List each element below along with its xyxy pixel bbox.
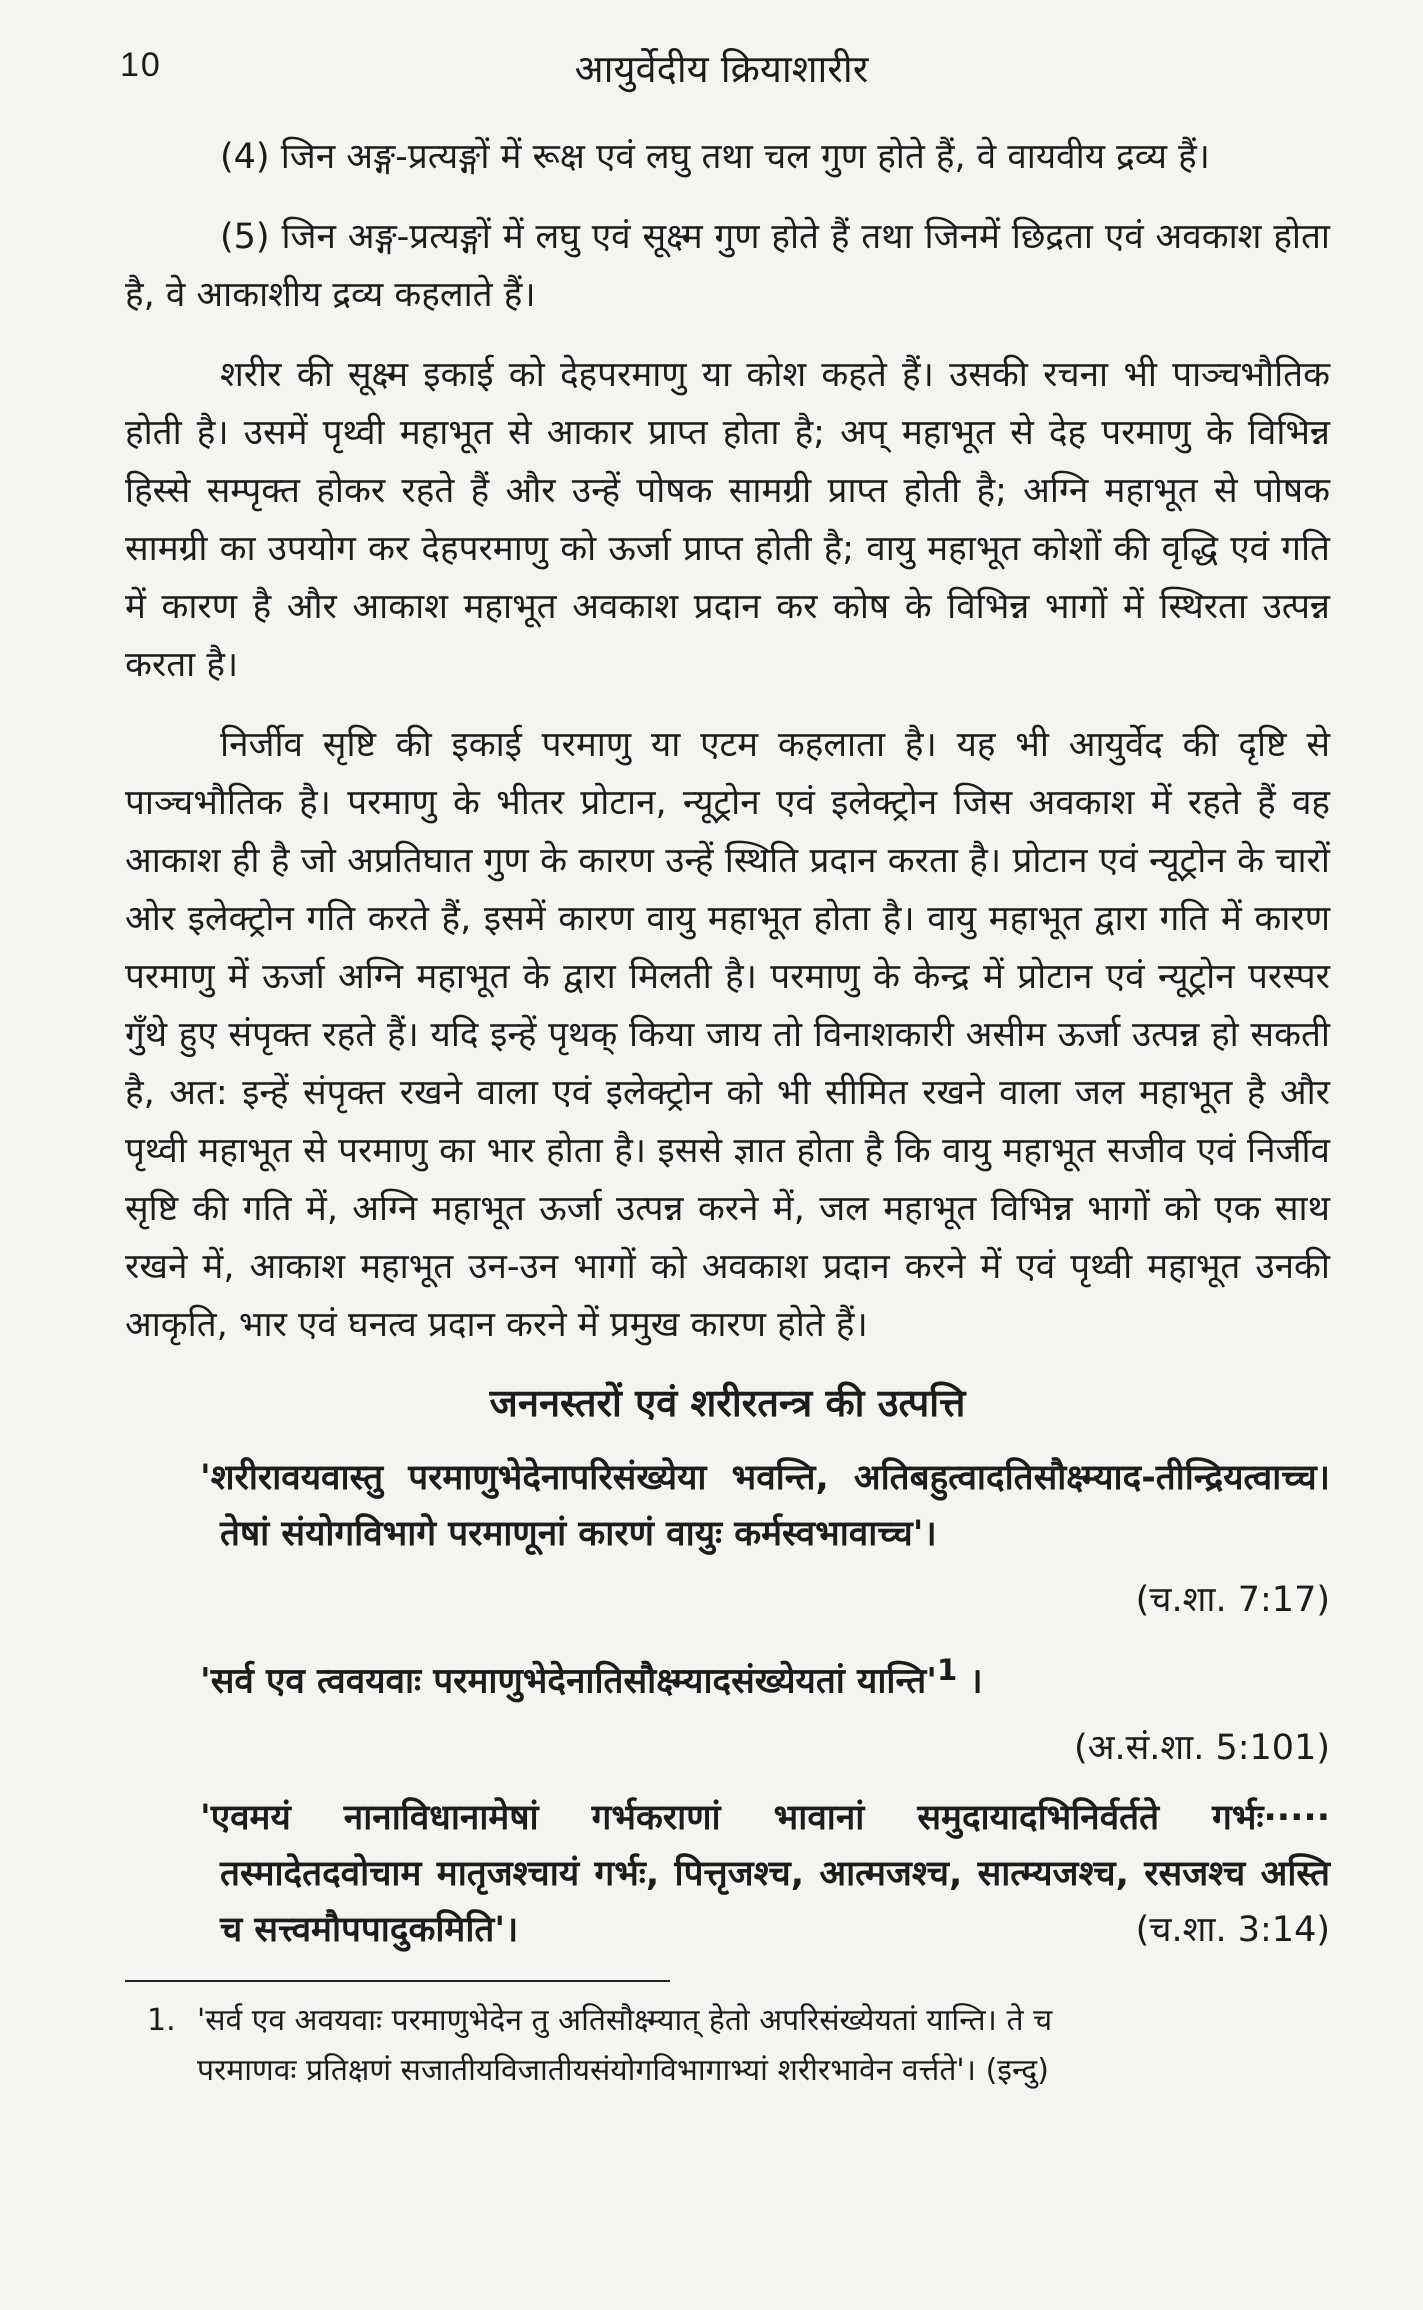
quote-charaka-7-17: 'शरीरावयवास्तु परमाणुभेदेनापरिसंख्येया भवन्ति, अतिबहुत्वादतिसौक्ष्म्याद-तीन्द्रियत्वाच्च। तेषां संयोगविभागे परमाणूनां कारणं वायुः कर्मस्वभावाच्च'। [200, 1458, 1330, 1554]
quote-text: 'एवमयं नानाविधानामेषां गर्भकराणां भावानां समुदायादभिनिर्वर्तते गर्भः····· तस्मादेतदवोचाम मातृजश्चायं गर्भः, पित्तृजश्च, आत्मजश्च, सात्म्यजश्च, रसजश्च अस्ति च सत्त्वमौपपादुकमिति'। [200, 1797, 1330, 1950]
quote-text: 'सर्व एव त्ववयवाः परमाणुभेदेनातिसौक्ष्म्यादसंख्येयतां यान्ति' [200, 1661, 937, 1702]
footnote-line-2: परमाणवः प्रतिक्षणं सजातीयविजातीयसंयोगविभागाभ्यां शरीरभावेन वर्त्तते'। (इन्दु) [197, 2052, 1049, 2088]
quote-reference: (अ.सं.शा. 5:101) [1074, 1727, 1330, 1768]
quote-tail: । [969, 1661, 983, 1702]
paragraph-4: (4) जिन अङ्ग-प्रत्यङ्गों में रूक्ष एवं लघु तथा चल गुण होते हैं, वे वायवीय द्रव्य हैं। [220, 137, 1210, 177]
footnote [125, 1996, 1330, 2096]
running-title: आयुर्वेदीय क्रियाशारीर [574, 47, 869, 91]
section-heading: जननस्तरों एवं शरीरतन्त्र की उत्पत्ति [489, 1381, 966, 1425]
paragraph-atom: निर्जीव सृष्टि की इकाई परमाणु या एटम कहलाता है। यह भी आयुर्वेद की दृष्टि से पाञ्चभौतिक है। परमाणु के भीतर प्रोटान, न्यूट्रोन एवं इलेक्ट्रोन जिस अवकाश में रहते हैं वह आकाश ही है जो अप्रतिघात गुण के कारण उन्हें स्थिति प्रदान करता है। प्रोटान एवं न्यूट्रोन के चारों ओर इलेक्ट्रोन गति करते हैं, इसमें कारण वायु महाभूत होता है। वायु महाभूत द्वारा गति में कारण परमाणु में ऊर्जा अग्नि महाभूत के द्वारा मिलती है। परमाणु के केन्द्र में प्रोटान एवं न्यूट्रोन परस्पर गुँथे हुए संपृक्त रहते हैं। यदि इन्हें पृथक् किया जाय तो विनाशकारी असीम ऊर्जा उत्पन्न हो सकती है, अत: इन्हें संपृक्त रखने वाला एवं इलेक्ट्रोन को भी सीमित रखने वाला जल महाभूत है और पृथ्वी महाभूत से परमाणु का भार होता है। इससे ज्ञात होता है कि वायु महाभूत सजीव एवं निर्जीव सृष्टि की गति में, अग्नि महाभूत ऊर्जा उत्पन्न करने में, जल महाभूत विभिन्न भागों को एक साथ रखने में, आकाश महाभूत उन-उन भागों को अवकाश प्रदान करने में एवं पृथ्वी महाभूत उनकी आकृति, भार एवं घनत्व प्रदान करने में प्रमुख कारण होते हैं। [125, 725, 1330, 1345]
page-number: 10 [120, 46, 162, 84]
page-header [120, 38, 1323, 98]
paragraph-cell: शरीर की सूक्ष्म इकाई को देहपरमाणु या कोश कहते हैं। उसकी रचना भी पाञ्चभौतिक होती है। उसमें पृथ्वी महाभूत से आकार प्राप्त होता है; अप् महाभूत से देह परमाणु के विभिन्न हिस्से सम्पृक्त होकर रहते हैं और उन्हें पोषक सामग्री प्राप्त होती है; अग्नि महाभूत से पोषक सामग्री का उपयोग कर देहपरमाणु को ऊर्जा प्राप्त होती है; वायु महाभूत कोशों की वृद्धि एवं गति में कारण है और आकाश महाभूत अवकाश प्रदान कर कोष के विभिन्न भागों में स्थिरता उत्पन्न करता है। [125, 355, 1330, 685]
footnote-line-1: 'सर्व एव अवयवाः परमाणुभेदेन तु अतिसौक्ष्म्यात् हेतो अपरिसंख्येयतां यान्ति। ते च [197, 2002, 1053, 2038]
footnote-divider [125, 1980, 670, 1982]
quote-ashtanga-5-101 [125, 1642, 1330, 1710]
quote-reference: (च.शा. 3:14) [1135, 1909, 1330, 1950]
quote-charaka-3-14 [125, 1790, 1330, 1958]
paragraph-5: (5) जिन अङ्ग-प्रत्यङ्गों में लघु एवं सूक्ष्म गुण होते हैं तथा जिनमें छिद्रता एवं अवकाश होता है, वे आकाशीय द्रव्य कहलाते हैं। [125, 217, 1330, 315]
footnote-number: 1. [147, 2002, 176, 2038]
quote-reference: (च.शा. 7:17) [1135, 1580, 1330, 1620]
footnote-marker: 1 [936, 1653, 958, 1687]
page-body [125, 128, 1330, 2096]
